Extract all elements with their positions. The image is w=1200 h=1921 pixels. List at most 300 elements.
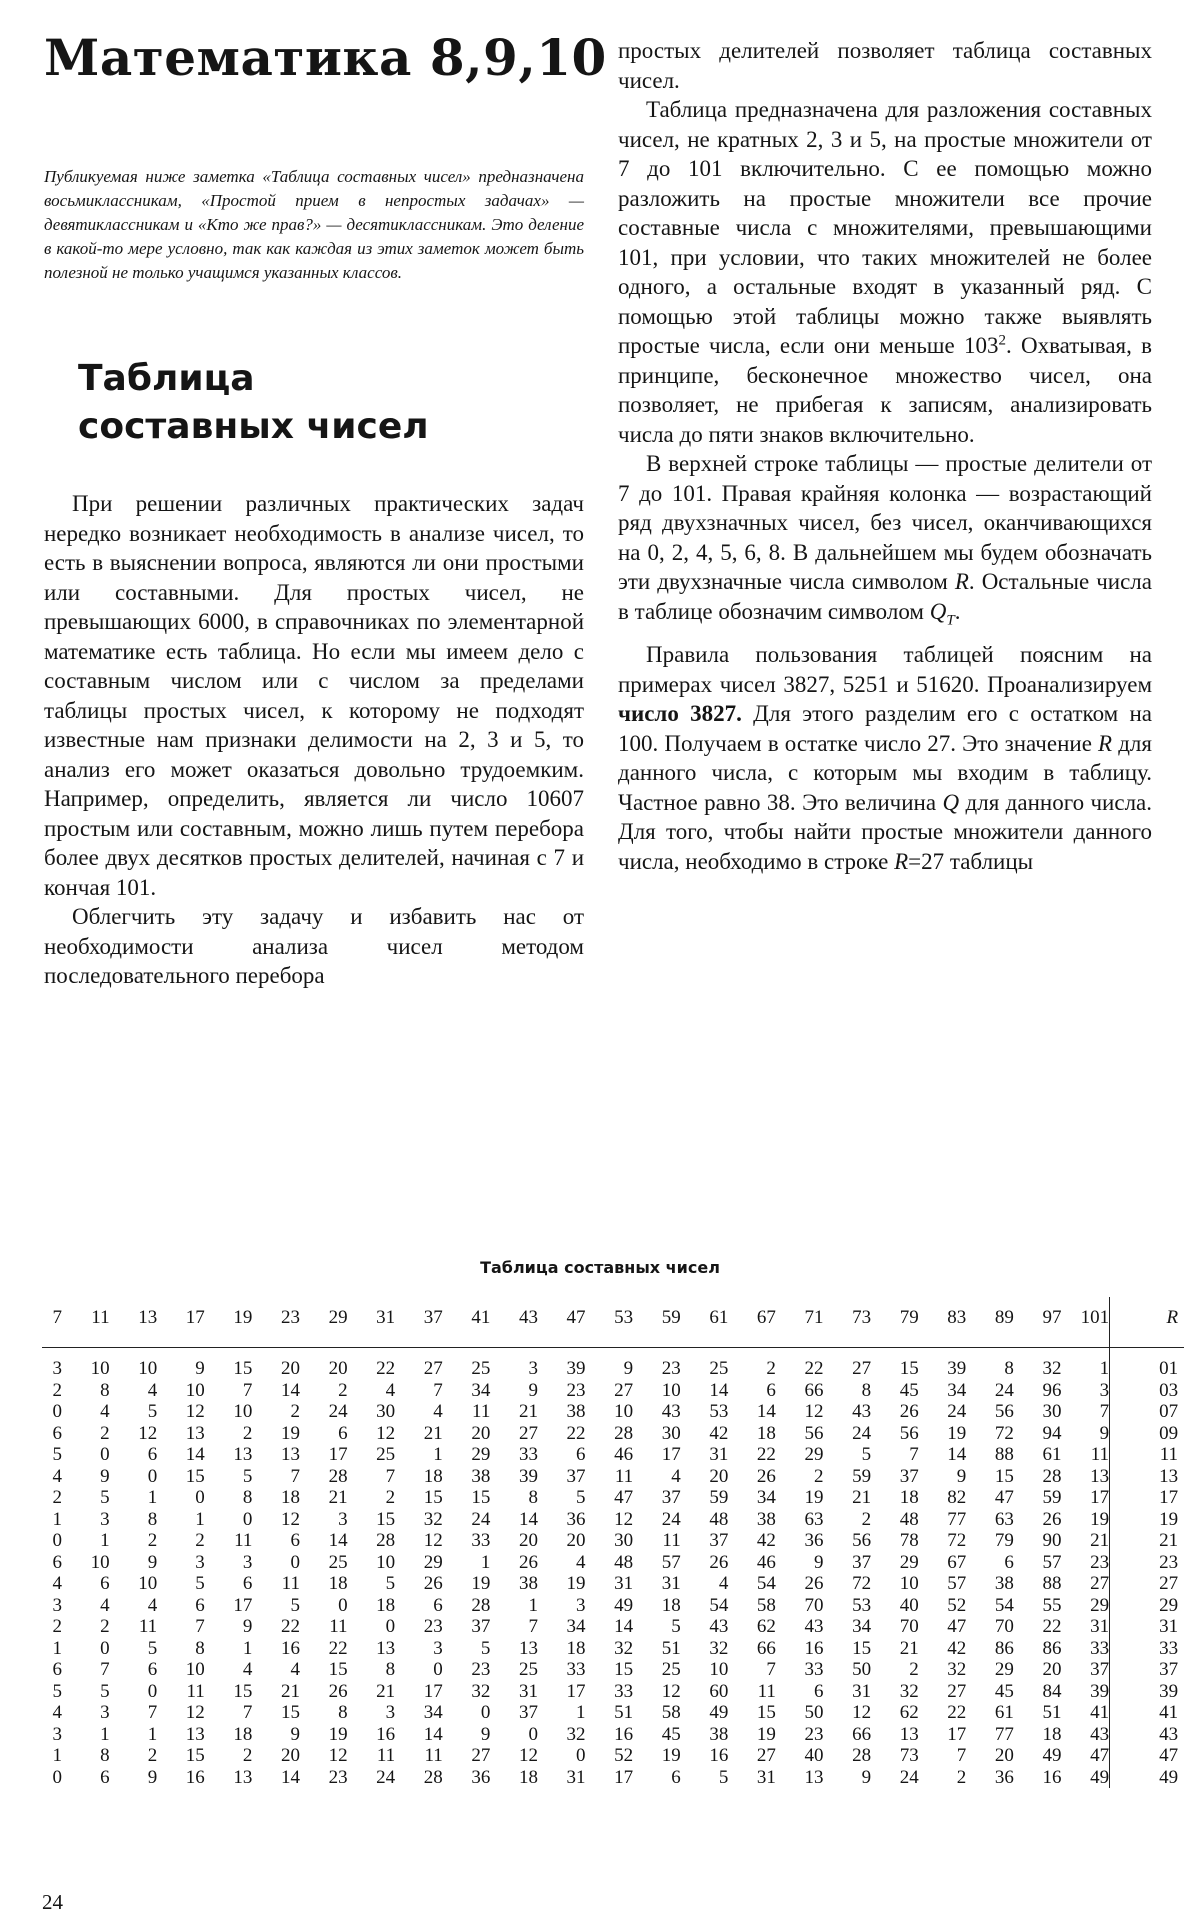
table-cell: 59 — [852, 1465, 872, 1487]
table-cell: 3 — [100, 1508, 110, 1530]
table-cell: 9 — [528, 1379, 538, 1401]
divider-header: 37 — [395, 1297, 443, 1348]
table-cell: 18 — [280, 1487, 300, 1508]
table-cell: 0 — [147, 1465, 158, 1487]
table-cell: 10 — [185, 1659, 205, 1680]
table-cell: 25 — [661, 1659, 681, 1680]
table-cell: 59 — [1042, 1487, 1062, 1508]
symbol-r: R — [894, 848, 909, 874]
table-cell: 21 — [852, 1487, 872, 1508]
table-cell: 5 — [195, 1573, 205, 1594]
text-run: =27 таблицы — [908, 848, 1034, 874]
divider-header: 89 — [966, 1297, 1014, 1348]
table-cell: 1 — [147, 1487, 158, 1508]
table-cell: 56 — [852, 1530, 872, 1551]
table-cell: 31 — [1090, 1616, 1110, 1637]
table-cell: 0 — [195, 1487, 205, 1508]
table-cell: 48 — [709, 1508, 729, 1530]
table-cell: 9 — [480, 1723, 491, 1745]
table-cell: 2 — [861, 1508, 872, 1530]
table-cell: 58 — [661, 1702, 681, 1723]
paragraph — [618, 95, 1152, 449]
table-cell: 96 — [1042, 1379, 1062, 1401]
table-row — [42, 1552, 1184, 1574]
table-cell: 6 — [576, 1444, 586, 1465]
table-cell: 2 — [766, 1358, 776, 1379]
table-cell: 18 — [328, 1573, 348, 1594]
table-cell: 4 — [52, 1573, 62, 1594]
article-title-line2: составных чисел — [78, 406, 429, 447]
table-cell: 23 — [566, 1379, 586, 1401]
text-run: . Остальные числа в таблице обозначим символом — [618, 569, 1152, 624]
paragraph — [618, 640, 1152, 876]
table-cell: 16 — [1042, 1766, 1062, 1788]
table-cell: 59 — [709, 1487, 729, 1508]
table-cell: 23 — [661, 1358, 681, 1379]
table-cell: 78 — [899, 1530, 919, 1551]
table-cell: 11 — [757, 1680, 776, 1702]
table-cell: 52 — [947, 1594, 967, 1616]
table-cell: 5 — [147, 1637, 158, 1659]
table-cell: 5 — [242, 1465, 253, 1487]
table-cell: 15 — [376, 1508, 396, 1530]
table-cell: 6 — [242, 1573, 253, 1594]
table-cell: 13 — [233, 1444, 253, 1465]
table-cell: 2 — [242, 1745, 253, 1766]
table-cell: 18 — [899, 1487, 919, 1508]
table-cell: 2 — [147, 1530, 158, 1551]
table-cell: 8 — [1004, 1358, 1014, 1379]
table-cell: 29 — [804, 1444, 824, 1465]
table-cell: 34 — [471, 1379, 491, 1401]
table-cell: 10 — [899, 1573, 919, 1594]
table-cell: 39 — [518, 1465, 538, 1487]
table-cell: 31 — [566, 1766, 586, 1788]
table-cell: 20 — [471, 1422, 491, 1444]
table-cell: 18 — [661, 1594, 681, 1616]
table-cell: 32 — [471, 1680, 491, 1702]
table-row — [42, 1745, 1184, 1767]
r-value: 27 — [1159, 1573, 1179, 1594]
table-cell: 5 — [52, 1680, 62, 1702]
table-cell: 40 — [899, 1594, 919, 1616]
table-cell: 29 — [471, 1444, 491, 1465]
table-cell: 16 — [376, 1723, 396, 1745]
table-cell: 32 — [709, 1637, 729, 1659]
table-cell: 18 — [566, 1637, 586, 1659]
table-cell: 33 — [804, 1659, 824, 1680]
table-cell: 18 — [423, 1465, 443, 1487]
table-cell: 11 — [138, 1616, 158, 1637]
divider-header: 61 — [681, 1297, 729, 1348]
table-cell: 14 — [328, 1530, 348, 1551]
table-cell: 10 — [138, 1358, 158, 1379]
table-cell: 22 — [804, 1358, 824, 1379]
table-cell: 26 — [1042, 1508, 1062, 1530]
table-cell: 43 — [709, 1616, 729, 1637]
r-value: 23 — [1159, 1551, 1179, 1573]
table-cell: 8 — [861, 1379, 872, 1401]
table-cell: 1 — [147, 1723, 158, 1745]
r-value: 21 — [1159, 1530, 1179, 1551]
divider-header: 7 — [42, 1297, 62, 1348]
table-cell: 29 — [1090, 1594, 1110, 1616]
table-cell: 11 — [424, 1745, 443, 1766]
text-run: . — [954, 598, 961, 624]
column-divider — [1110, 1466, 1135, 1488]
table-cell: 15 — [899, 1358, 919, 1379]
table-cell: 1 — [242, 1637, 253, 1659]
table-cell: 11 — [1090, 1444, 1110, 1465]
table-cell: 37 — [709, 1530, 729, 1551]
table-cell: 12 — [185, 1702, 205, 1723]
table-cell: 51 — [1042, 1702, 1062, 1723]
table-cell: 8 — [100, 1745, 110, 1766]
table-cell: 53 — [852, 1594, 872, 1616]
table-cell: 11 — [472, 1401, 491, 1422]
table-cell: 41 — [1090, 1702, 1110, 1723]
table-cell: 7 — [100, 1659, 110, 1680]
table-cell: 62 — [899, 1702, 919, 1723]
table-cell: 38 — [994, 1573, 1014, 1594]
table-cell: 6 — [671, 1766, 681, 1788]
divider-header: 79 — [871, 1297, 919, 1348]
table-cell: 27 — [947, 1680, 967, 1702]
divider-header: 73 — [824, 1297, 872, 1348]
table-cell: 19 — [566, 1573, 586, 1594]
table-cell: 42 — [756, 1530, 776, 1551]
table-cell: 4 — [147, 1379, 158, 1401]
table-cell: 4 — [52, 1465, 62, 1487]
table-row — [42, 1659, 1184, 1681]
table-cell: 43 — [852, 1401, 872, 1422]
table-cell: 18 — [233, 1723, 253, 1745]
table-cell: 8 — [195, 1637, 205, 1659]
table-cell: 20 — [1042, 1659, 1062, 1680]
table-cell: 28 — [328, 1465, 348, 1487]
table-cell: 56 — [899, 1422, 919, 1444]
table-cell: 63 — [804, 1508, 824, 1530]
table-cell: 2 — [385, 1487, 396, 1508]
table-cell: 14 — [280, 1766, 300, 1788]
table-cell: 0 — [100, 1637, 110, 1659]
table-cell: 6 — [100, 1766, 110, 1788]
r-value: 01 — [1159, 1358, 1179, 1379]
table-cell: 2 — [100, 1422, 110, 1444]
text-run: . Охватывая, в принципе, бесконечное множество чисел, она позволяет, не прибегая к записям, анализировать числа до пяти знаков включительно. — [618, 333, 1152, 447]
table-cell: 24 — [328, 1401, 348, 1422]
column-divider — [1110, 1573, 1135, 1595]
table-cell: 2 — [52, 1487, 62, 1508]
table-cell: 21 — [376, 1680, 396, 1702]
table-cell: 7 — [195, 1616, 205, 1637]
table-cell: 10 — [376, 1551, 396, 1573]
table-cell: 28 — [376, 1530, 396, 1551]
table-row — [42, 1573, 1184, 1595]
table-cell: 25 — [518, 1659, 538, 1680]
table-cell: 17 — [328, 1444, 348, 1465]
table-cell: 15 — [471, 1487, 491, 1508]
table-cell: 10 — [185, 1379, 205, 1401]
table-cell: 1 — [433, 1444, 443, 1465]
table-cell: 12 — [185, 1401, 205, 1422]
table-cell: 11 — [376, 1745, 396, 1766]
table-cell: 2 — [956, 1766, 967, 1788]
table-cell: 15 — [280, 1702, 300, 1723]
table-cell: 3 — [433, 1637, 443, 1659]
table-cell: 84 — [1042, 1680, 1062, 1702]
table-cell: 13 — [899, 1723, 919, 1745]
table-cell: 0 — [290, 1551, 300, 1573]
r-value: 29 — [1159, 1594, 1179, 1616]
table-cell: 47 — [1090, 1745, 1110, 1766]
table-cell: 31 — [614, 1573, 634, 1594]
table-cell: 3 — [385, 1702, 396, 1723]
divider-header: 67 — [728, 1297, 776, 1348]
table-cell: 36 — [804, 1530, 824, 1551]
table-cell: 14 — [280, 1379, 300, 1401]
r-header: R — [1134, 1297, 1184, 1348]
table-cell: 1 — [576, 1702, 586, 1723]
table-cell: 94 — [1042, 1422, 1062, 1444]
subscript-t: T — [946, 612, 955, 629]
table-cell: 90 — [1042, 1530, 1062, 1551]
table-cell: 32 — [423, 1508, 443, 1530]
table-cell: 32 — [899, 1680, 919, 1702]
table-cell: 17 — [423, 1680, 443, 1702]
table-cell: 14 — [614, 1616, 634, 1637]
table-cell: 57 — [947, 1573, 967, 1594]
table-cell: 58 — [756, 1594, 776, 1616]
table-cell: 77 — [947, 1508, 967, 1530]
table-cell: 43 — [1090, 1723, 1110, 1745]
table-cell: 15 — [756, 1702, 776, 1723]
table-cell: 7 — [909, 1444, 919, 1465]
table-cell: 2 — [52, 1616, 62, 1637]
table-cell: 5 — [385, 1573, 396, 1594]
table-cell: 38 — [756, 1508, 776, 1530]
table-cell: 19 — [328, 1723, 348, 1745]
table-cell: 34 — [852, 1616, 872, 1637]
table-cell: 33 — [614, 1680, 634, 1702]
text-run: В верхней строке таблицы — простые делители от 7 до 101. Правая крайняя колонка — возрастающий ряд двухзначных чисел, без чисел, оканчивающихся на 0, 2, 4, 5, 6, 8. В дальнейшем мы будем обозначать эти двухзначные числа символом — [618, 451, 1152, 594]
table-cell: 4 — [147, 1594, 158, 1616]
table-cell: 17 — [947, 1723, 967, 1745]
column-divider — [1110, 1530, 1135, 1552]
table-cell: 28 — [852, 1745, 872, 1766]
table-cell: 6 — [100, 1573, 110, 1594]
table-cell: 53 — [709, 1401, 729, 1422]
table-cell: 9 — [147, 1766, 158, 1788]
table-cell: 5 — [480, 1637, 491, 1659]
table-cell: 7 — [242, 1379, 253, 1401]
table-cell: 17 — [614, 1766, 634, 1788]
table-cell: 6 — [52, 1551, 62, 1573]
table-cell: 7 — [956, 1745, 967, 1766]
table-cell: 5 — [861, 1444, 872, 1465]
table-cell: 37 — [661, 1487, 681, 1508]
paragraph-continued: простых делителей позволяет таблица составных чисел. — [618, 38, 1152, 93]
table-cell: 43 — [661, 1401, 681, 1422]
table-cell: 9 — [147, 1551, 158, 1573]
table-cell: 49 — [709, 1702, 729, 1723]
table-cell: 30 — [614, 1530, 634, 1551]
table-cell: 6 — [52, 1422, 62, 1444]
table-cell: 46 — [614, 1444, 634, 1465]
table-cell: 9 — [814, 1551, 824, 1573]
r-value: 11 — [1159, 1444, 1179, 1465]
table-cell: 33 — [566, 1659, 586, 1680]
table-cell: 70 — [804, 1594, 824, 1616]
table-cell: 12 — [138, 1422, 158, 1444]
table-cell: 26 — [756, 1465, 776, 1487]
table-cell: 20 — [518, 1530, 538, 1551]
table-cell: 61 — [1042, 1444, 1062, 1465]
table-cell: 4 — [242, 1659, 253, 1680]
table-cell: 37 — [471, 1616, 491, 1637]
table-cell: 24 — [471, 1508, 491, 1530]
table-cell: 31 — [709, 1444, 729, 1465]
table-cell: 10 — [90, 1358, 110, 1379]
table-row — [42, 1444, 1184, 1466]
table-cell: 45 — [994, 1680, 1014, 1702]
table-cell: 13 — [1090, 1465, 1110, 1487]
table-cell: 1 — [1099, 1358, 1110, 1379]
table-cell: 2 — [147, 1745, 158, 1766]
table-cell: 13 — [185, 1422, 205, 1444]
table-cell: 25 — [328, 1551, 348, 1573]
table-cell: 24 — [899, 1766, 919, 1788]
page-number: 24 — [42, 1890, 63, 1914]
paragraph: При решении различных практических задач нередко возникает необходимость в анализе чисел, то есть в выяснении вопроса, являются ли они простыми или составными. Для простых чисел, не превышающих 6000, в справочниках по элементарной математике есть таблица. Но если мы имеем дело с составным числом или с числом за пределами таблицы простых чисел, к которому не подходят известные нам признаки делимости на 2, 3 и 5, то анализ его может оказаться довольно трудоемким. Например, определить, является ли число 10607 простым или составным, можно лишь путем перебора более двух десятков простых делителей, начиная с 7 и кончая 101. — [44, 491, 584, 900]
table-cell: 14 — [185, 1444, 205, 1465]
left-column — [44, 28, 607, 991]
table-cell: 0 — [385, 1616, 396, 1637]
r-value: 37 — [1159, 1659, 1179, 1680]
table-cell: 51 — [614, 1702, 634, 1723]
table-cell: 26 — [328, 1680, 348, 1702]
table-row — [42, 1702, 1184, 1724]
table-cell: 8 — [147, 1508, 158, 1530]
table-cell: 26 — [518, 1551, 538, 1573]
table-cell: 6 — [1004, 1551, 1014, 1573]
table-cell: 16 — [709, 1745, 729, 1766]
table-cell: 46 — [756, 1551, 776, 1573]
table-cell: 7 — [385, 1465, 396, 1487]
intro-note: Публикуемая ниже заметка «Таблица составных чисел» предназначена восьмиклассникам, «Простой прием в непростых задачах» — девятиклассникам и «Кто же прав?» — десятиклассникам. Это деление в какой-то мере условно, так как каждая из этих заметок может быть полезной не только учащимся указанных классов. — [44, 167, 584, 282]
table-cell: 15 — [185, 1745, 205, 1766]
text-run: для данного числа, с которым мы входим в таблицу. Частное равно 38. Это величина — [618, 730, 1152, 815]
table-cell: 19 — [661, 1745, 681, 1766]
table-cell: 21 — [899, 1637, 919, 1659]
table-cell: 27 — [518, 1422, 538, 1444]
table-cell: 39 — [947, 1358, 967, 1379]
table-cell: 21 — [280, 1680, 300, 1702]
table-cell: 16 — [280, 1637, 300, 1659]
table-cell: 0 — [242, 1508, 253, 1530]
table-cell: 7 — [290, 1465, 300, 1487]
table-cell: 8 — [242, 1487, 253, 1508]
table-cell: 22 — [566, 1422, 586, 1444]
table-cell: 60 — [709, 1680, 729, 1702]
column-divider — [1110, 1681, 1135, 1703]
table-cell: 3 — [52, 1358, 62, 1379]
table-cell: 23 — [804, 1723, 824, 1745]
table-cell: 38 — [709, 1723, 729, 1745]
table-cell: 18 — [518, 1766, 538, 1788]
table-cell: 21 — [328, 1487, 348, 1508]
table-cell: 17 — [566, 1680, 586, 1702]
table-cell: 1 — [100, 1530, 110, 1551]
table-cell: 8 — [385, 1659, 396, 1680]
table-cell: 20 — [566, 1530, 586, 1551]
table-cell: 9 — [100, 1465, 110, 1487]
table-cell: 33 — [471, 1530, 491, 1551]
table-cell: 28 — [423, 1766, 443, 1788]
divider-header: 19 — [205, 1297, 253, 1348]
table-row — [42, 1724, 1184, 1746]
divider-header: 11 — [62, 1297, 110, 1348]
table-cell: 31 — [661, 1573, 681, 1594]
table-cell: 49 — [1090, 1766, 1110, 1788]
table-cell: 70 — [899, 1616, 919, 1637]
table-cell: 52 — [614, 1745, 634, 1766]
table-cell: 7 — [242, 1702, 253, 1723]
table-cell: 6 — [338, 1422, 348, 1444]
table-cell: 19 — [280, 1422, 300, 1444]
table-cell: 24 — [661, 1508, 681, 1530]
table-cell: 63 — [994, 1508, 1014, 1530]
table-cell: 37 — [899, 1465, 919, 1487]
table-cell: 13 — [376, 1637, 396, 1659]
table-cell: 6 — [147, 1444, 158, 1465]
table-cell: 54 — [994, 1594, 1014, 1616]
table-row — [42, 1348, 1184, 1380]
table-cell: 49 — [1042, 1745, 1062, 1766]
column-divider — [1110, 1659, 1135, 1681]
r-value: 13 — [1159, 1465, 1179, 1487]
table-cell: 15 — [852, 1637, 872, 1659]
table-cell: 18 — [1042, 1723, 1062, 1745]
text-run: Правила пользования таблицей поясним на примерах чисел 3827, 5251 и 51620. Проанализируем — [618, 642, 1152, 697]
table-cell: 16 — [614, 1723, 634, 1745]
table-cell: 32 — [614, 1637, 634, 1659]
table-cell: 7 — [433, 1379, 443, 1401]
table-cell: 19 — [804, 1487, 824, 1508]
r-value: 47 — [1159, 1745, 1179, 1766]
table-cell: 66 — [804, 1379, 824, 1401]
table-cell: 13 — [233, 1766, 253, 1788]
table-title: Таблица составных чисел — [480, 1258, 720, 1277]
table-row — [42, 1466, 1184, 1488]
table-cell: 10 — [138, 1573, 158, 1594]
table-cell: 17 — [661, 1444, 681, 1465]
column-divider — [1110, 1745, 1135, 1767]
table-cell: 14 — [423, 1723, 443, 1745]
table-cell: 13 — [804, 1766, 824, 1788]
table-row — [42, 1530, 1184, 1552]
table-cell: 2 — [814, 1465, 824, 1487]
table-cell: 3 — [242, 1551, 253, 1573]
table-cell: 7 — [1099, 1401, 1110, 1422]
table-cell: 31 — [518, 1680, 538, 1702]
table-cell: 1 — [100, 1723, 110, 1745]
divider-header: 41 — [443, 1297, 491, 1348]
table-cell: 3 — [576, 1594, 586, 1616]
table-row — [42, 1423, 1184, 1445]
table-cell: 50 — [804, 1702, 824, 1723]
table-cell: 1 — [195, 1508, 205, 1530]
